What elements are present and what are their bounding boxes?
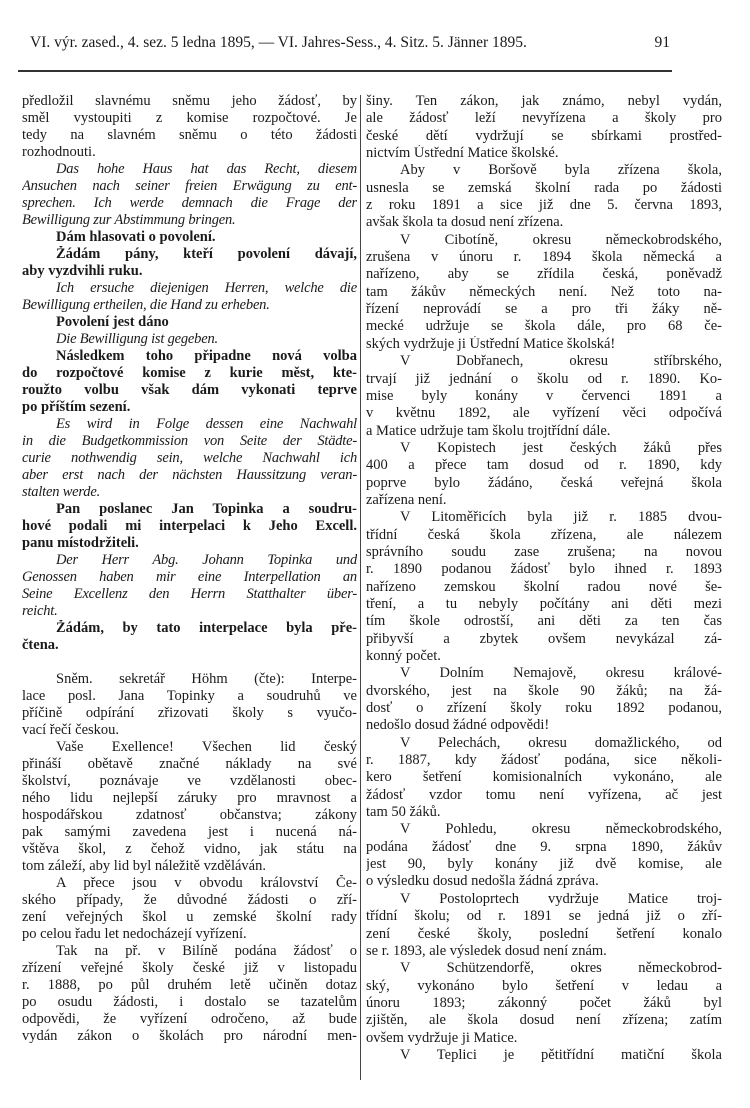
text-line: směl vystoupiti z komise rozpočtové. Je: [22, 110, 357, 126]
text-line: hospodářskou zdatnosť občanstva; zákony: [22, 807, 357, 823]
paragraph: [22, 348, 357, 416]
text-line: Pan poslanec Jan Topinka a soudru-: [56, 501, 357, 517]
paragraph: [22, 671, 357, 739]
paragraph-german: [22, 280, 357, 314]
text-line: A přece jsou v obvodu království Če-: [56, 875, 357, 891]
text-line: V Postoloprtech vydržuje Matice troj-: [400, 890, 722, 907]
text-line: zrušena v únoru r. 1894 škola německá a: [366, 249, 722, 266]
text-line: v květnu 1892, ale vyřízení věci odpočívá: [366, 405, 722, 422]
paragraph: [366, 509, 722, 665]
text-line: nictvím Ústřední Matice školské.: [366, 145, 559, 162]
text-line: Bewilligung ertheilen, die Hand zu erheben.: [22, 297, 270, 313]
paragraph: [22, 246, 357, 280]
text-line: V Cibotíně, okresu německobrodského,: [400, 231, 722, 248]
text-line: třídní česká škola zřízena, ale nálezem: [366, 526, 722, 543]
text-line: Vaše Exellence! Všechen lid český: [56, 739, 357, 755]
paragraph-german: [22, 331, 357, 348]
paragraph: [366, 440, 722, 509]
text-line: r. 1888, po půl druhém letě učiněn dotaz: [22, 977, 357, 993]
paragraph-german: [22, 552, 357, 620]
text-line: přináší obětavě značné náklady na své: [22, 756, 357, 772]
text-line: tam žákův německých není. Než toto na-: [366, 283, 722, 300]
text-line: Dám hlasovati o povolení.: [56, 229, 216, 245]
text-line: V Pohledu, okresu německobrodského,: [400, 821, 722, 838]
text-line: V Teplici je pětitřídní matiční škola: [400, 1046, 722, 1063]
text-line: ovšem vydržuje ji Matice.: [366, 1029, 518, 1046]
text-line: pak samými zavedena jest i nucená ná-: [22, 824, 357, 840]
text-line: rozhodnouti.: [22, 144, 96, 160]
text-line: školství, poznávaje ve vzdělanosti obec-: [22, 773, 357, 789]
text-line: únoru 1893; zákonný počet žáků byl: [366, 994, 722, 1011]
text-line: zjištěn, ale škola dosud není zřízena; zatím: [366, 1012, 722, 1029]
text-line: Žádám pány, kteří povolení dávají,: [56, 246, 357, 262]
paragraph: [22, 229, 357, 246]
text-line: jest 90, byly konány již dvě komise, ale: [366, 856, 722, 873]
text-line: V Dobřanech, okresu stříbrského,: [400, 353, 722, 370]
text-line: stalten werde.: [22, 484, 101, 500]
right-text-column: [366, 93, 722, 1064]
text-line: řízení neprovádí se a pro tři žáky ně-: [366, 301, 722, 318]
text-line: po příštím sezení.: [22, 399, 131, 415]
paragraph: [366, 960, 722, 1047]
text-line: žádosť vzdor tomu není vyřízena, ač jest: [366, 786, 722, 803]
text-line: Aby v Boršově byla zřízena škola,: [400, 162, 722, 179]
text-line: příčině odpírání zřizovati školy s vyučo-: [22, 705, 357, 721]
text-line: Tak na př. v Bilíně podána žádosť o: [56, 943, 357, 959]
text-line: zení české školy, poslední šetření konalo: [366, 925, 722, 942]
paragraph: [366, 891, 722, 960]
text-line: Následkem toho připadne nová volba: [56, 348, 357, 364]
text-line: aby vyzdvihli ruku.: [22, 263, 143, 279]
text-line: Sněm. sekretář Höhm (čte): Interpe-: [56, 671, 357, 687]
text-line: avšak škola ta dosud není zřízena.: [366, 214, 564, 231]
text-line: tím škole odrostší, ani děti za ten čas: [366, 613, 722, 630]
paragraph: [366, 162, 722, 231]
text-line: ských vydržuje ji Ústřední Matice školská!: [366, 335, 616, 352]
text-line: nedošlo dosud žádné odpovědi!: [366, 717, 550, 734]
paragraph: [22, 314, 357, 331]
text-line: Das hohe Haus hat das Recht, diesem: [56, 161, 357, 177]
paragraph: [22, 943, 357, 1045]
column-divider: [360, 95, 361, 1080]
paragraph: [22, 875, 357, 943]
text-line: tom záleží, aby lid byl náležitě vzděláván.: [22, 858, 266, 874]
text-line: předložil slavnému sněmu jeho žádosť, by: [22, 93, 357, 109]
text-line: tam 50 žáků.: [366, 804, 441, 821]
paragraph: [366, 735, 722, 822]
text-line: a Matice udržuje tam školu trojtřídní dále.: [366, 422, 611, 439]
running-header: [30, 34, 670, 56]
text-line: panu místodržiteli.: [22, 535, 139, 551]
text-line: o výsledku dosud nedošla žádná zpráva.: [366, 873, 599, 890]
text-line: lace posl. Jana Topinky a soudruhů ve: [22, 688, 357, 704]
text-line: české dětí vydržují se sbírkami prostřed-: [366, 127, 722, 144]
text-line: správního soudu zase zrušena; na novou: [366, 543, 722, 560]
text-line: 400 a přece tam dosud od r. 1890, kdy: [366, 457, 722, 474]
text-line: hové podali mi interpelaci k Jeho Excell.: [22, 518, 357, 534]
text-line: dosť o zřízení školy roku 1892 podanou,: [366, 700, 722, 717]
text-line: po celou řadu let nedocházejí vyřízení.: [22, 926, 247, 942]
text-line: do rozpočtové komise z kurie měst, kte-: [22, 365, 357, 381]
text-line: Ansuchen nach seiner freien Erwägung zu ent-: [22, 178, 357, 194]
paragraph: [22, 739, 357, 875]
text-line: šiny. Ten zákon, jak známo, nebyl vydán,: [366, 93, 722, 109]
text-line: tření, a tu nebyly počítány ani děti mezi: [366, 595, 722, 612]
text-line: nařízeno, aby se zřídila česká, poněvadž: [366, 266, 722, 283]
text-line: V Schützendorfě, okres německobrod-: [400, 960, 722, 977]
paragraph: [366, 665, 722, 734]
text-line: vací řečí českou.: [22, 722, 120, 738]
paragraph: [366, 93, 722, 162]
text-line: reicht.: [22, 603, 58, 619]
text-line: dvorského, jest na škole 90 žáků; na žá-: [366, 682, 722, 699]
text-line: usnesla se zemská školní rada po žádosti: [366, 179, 722, 196]
paragraph: [366, 232, 722, 353]
paragraph-german: [22, 161, 357, 229]
text-line: r. 1890 podanou žádosť bylo ihned r. 1893: [366, 561, 722, 578]
text-line: nařízeno zemskou školní radou nové še-: [366, 578, 722, 595]
text-line: Povolení jest dáno: [56, 314, 169, 330]
text-line: aber erst nach der nächsten Haussitzung veran-: [22, 467, 357, 483]
text-line: Seine Excellenz den Herrn Statthalter über-: [22, 586, 357, 602]
paragraph: [366, 821, 722, 890]
text-line: in die Budgetkommission von Seite der Städte-: [22, 433, 357, 449]
text-line: čtena.: [22, 637, 59, 653]
header-title: VI. výr. zased., 4. sez. 5 ledna 1895, — VI. Jahres-Sess., 4. Sitz. 5. Jänner 1895.: [30, 34, 527, 51]
left-text-column: [22, 93, 357, 1045]
paragraph: [366, 1047, 722, 1064]
paragraph: [22, 93, 357, 161]
text-line: Ich ersuche diejenigen Herren, welche die: [56, 280, 357, 296]
text-line: mecké udržuje se škola dále, pro 68 če-: [366, 318, 722, 335]
text-line: mise byly konány v červenci 1891 a: [366, 387, 722, 404]
paragraph: [22, 501, 357, 552]
text-line: ného lidu nejlepší záruky pro mravnost a: [22, 790, 357, 806]
text-line: podána žádosť dne 9. srpna 1890, žákův: [366, 838, 722, 855]
paragraph-gap: [22, 654, 357, 671]
text-line: poprve bylo žádáno, česká veřejná škola: [366, 474, 722, 491]
text-line: přibyvší a zbytek ovšem nevykázal zá-: [366, 630, 722, 647]
text-line: r. 1887, kdy žádosť podána, sice několi-: [366, 752, 722, 769]
paragraph: [22, 620, 357, 654]
header-rule: [18, 70, 672, 72]
text-line: ský, vykonáno bylo šetření v ledau a: [366, 977, 722, 994]
paragraph-german: [22, 416, 357, 501]
text-line: zřízení veřejné školy české již v listopadu: [22, 960, 357, 976]
text-line: sprechen. Ich werde demnach die Frage der: [22, 195, 357, 211]
text-line: roužto volbu však dám vykonati teprve: [22, 382, 357, 398]
text-line: V Litoměřicích byla již r. 1885 dvou-: [400, 509, 722, 526]
text-line: ale žádosť leží nevyřízena a školy pro: [366, 110, 722, 127]
text-line: zení veřejných škol u zemské školní rady: [22, 909, 357, 925]
page-number: 91: [654, 34, 670, 51]
text-line: konný počet.: [366, 648, 441, 664]
text-line: V Dolním Nemajově, okresu králové-: [400, 665, 722, 682]
text-line: třídní školu; od r. 1891 se jedná již o zří-: [366, 908, 722, 925]
text-line: z roku 1891 a sice již dne 5. června 1893,: [366, 197, 722, 214]
text-line: vštěva škol, z čehož vidno, jak státu na: [22, 841, 357, 857]
text-line: curie nothwendig sein, welche Nachwahl ich: [22, 450, 357, 466]
text-line: Es wird in Folge dessen eine Nachwahl: [56, 416, 357, 432]
text-line: kero šetření komisionalních vykonáno, ale: [366, 769, 722, 786]
text-line: V Pelechách, okresu domažlického, od: [400, 734, 722, 751]
text-line: vydán zákon o školách pro národní men-: [22, 1028, 357, 1044]
text-line: V Kopistech jest českých žáků přes: [400, 439, 722, 456]
text-line: ského případy, že důvodné žádosti o zří-: [22, 892, 357, 908]
text-line: odpovědi, že vyřízení odročeno, až bude: [22, 1011, 357, 1027]
text-line: zařízena není.: [366, 491, 447, 508]
text-line: Der Herr Abg. Johann Topinka und: [56, 552, 357, 568]
text-line: Žádám, by tato interpelace byla pře-: [56, 620, 357, 636]
text-line: Die Bewilligung ist gegeben.: [56, 331, 218, 347]
text-line: po osudu žádosti, i dostalo se tazatelům: [22, 994, 357, 1010]
paragraph: [366, 353, 722, 440]
text-line: se r. 1893, ale výsledek dosud není znám.: [366, 942, 607, 959]
text-line: Bewilligung zur Abstimmung bringen.: [22, 212, 236, 228]
text-line: trvají již jednání o školu od r. 1890. Ko-: [366, 370, 722, 387]
text-line: tedy na slavném sněmu o této žádosti: [22, 127, 357, 143]
text-line: Genossen haben mir eine Interpellation an: [22, 569, 357, 585]
